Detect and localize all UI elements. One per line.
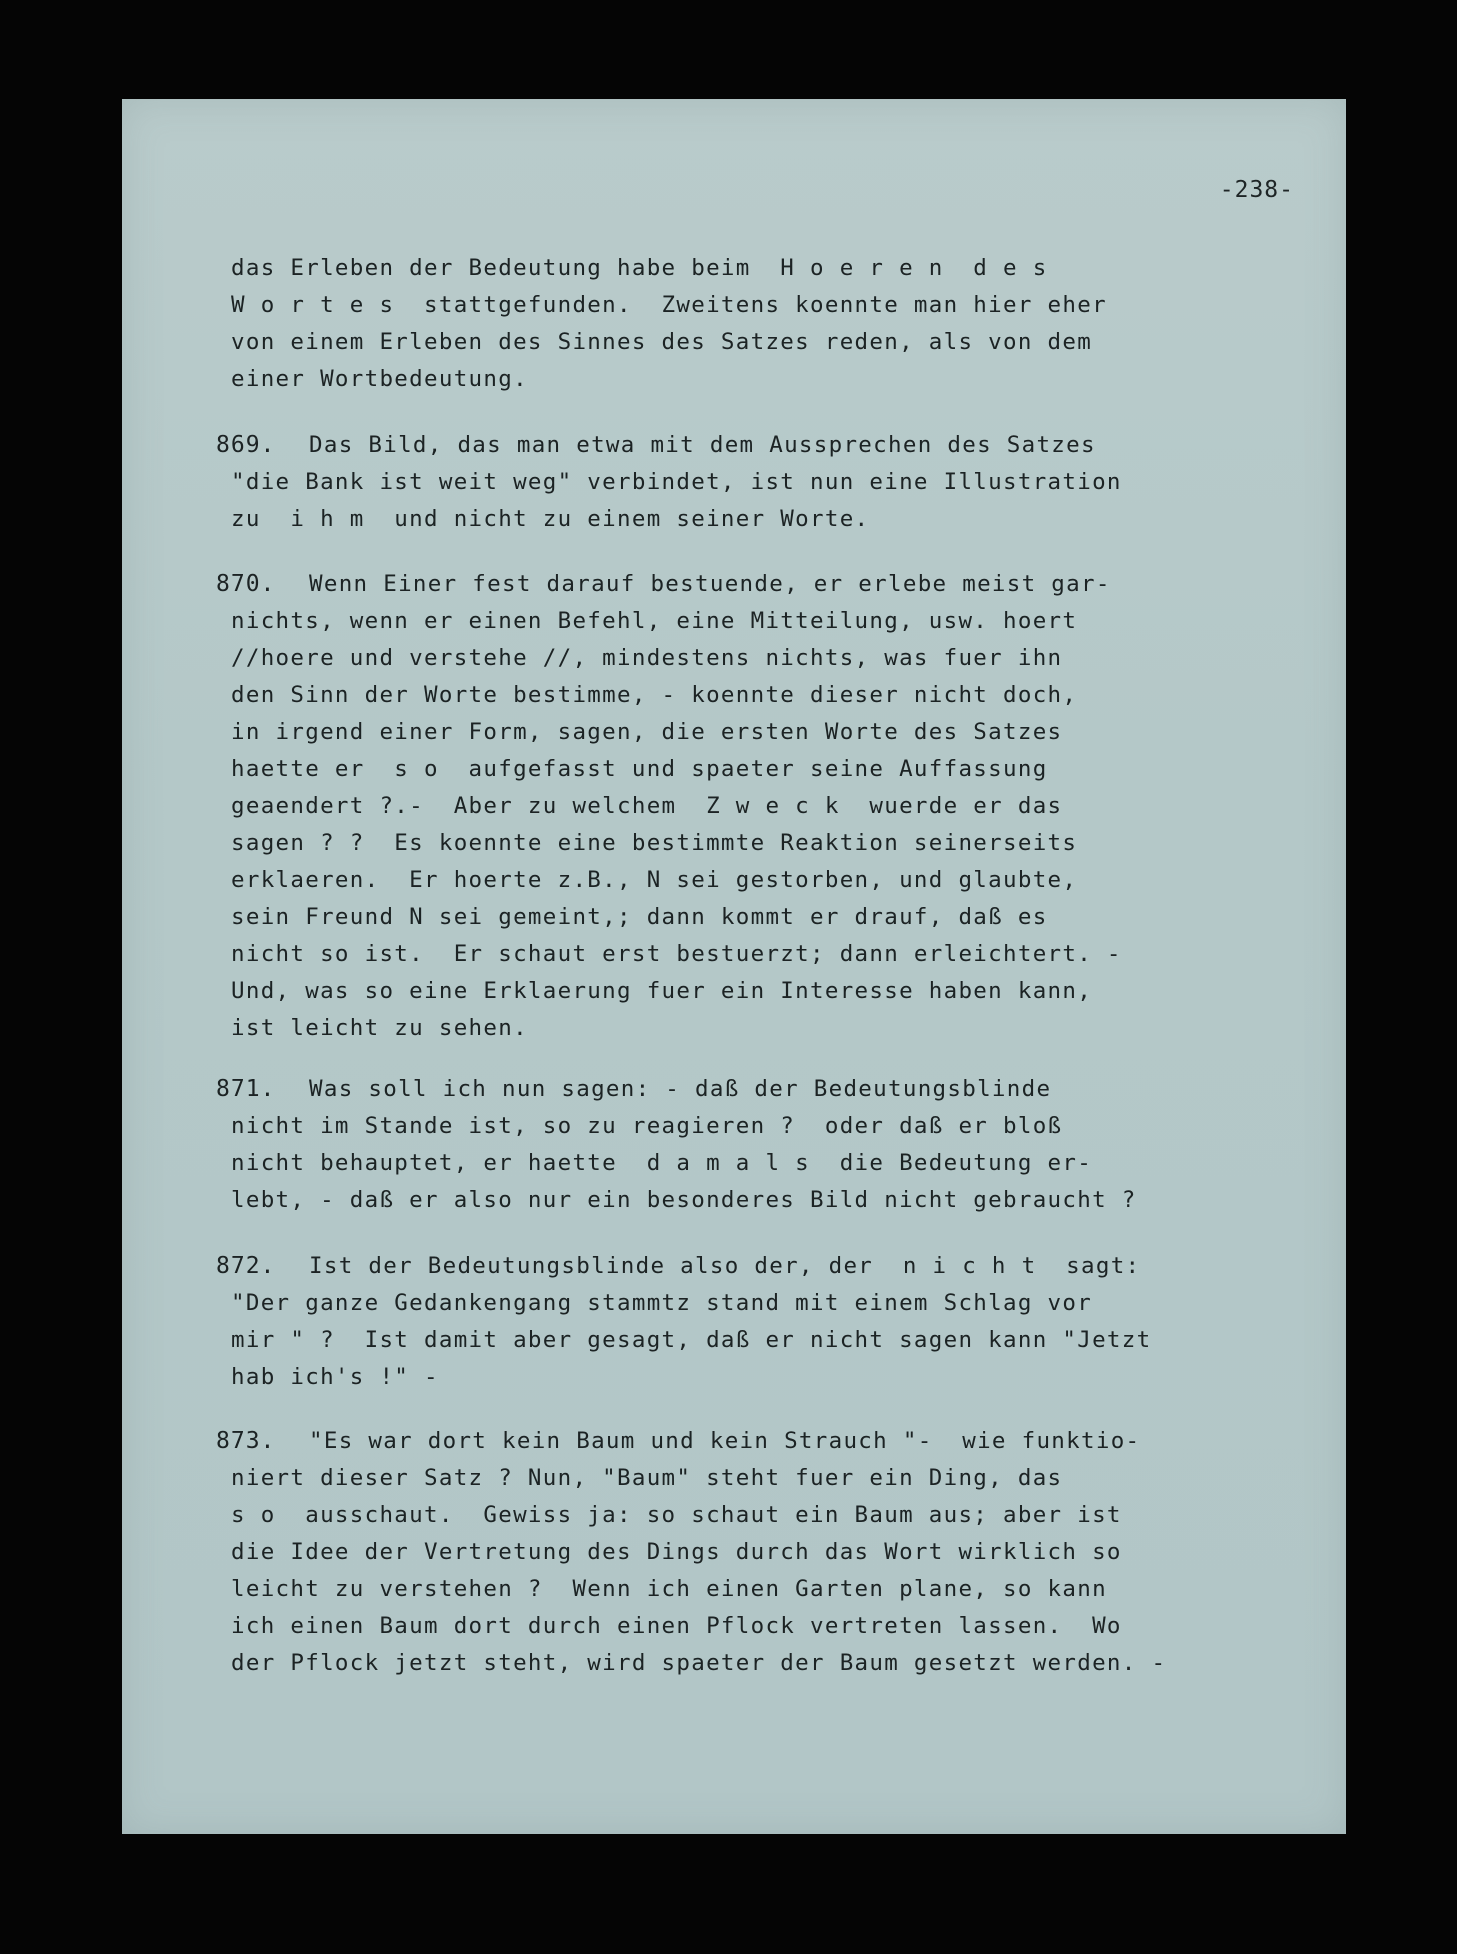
text-line: Was soll ich nun sagen: - daß der Bedeutungsblinde: [309, 1076, 1052, 1102]
text-line: "die Bank ist weit weg" verbindet, ist nun eine Illustration: [231, 469, 1122, 495]
text-line: sein Freund N sei gemeint,; dann kommt er drauf, daß es: [231, 904, 1048, 930]
text-line: geaendert ?.- Aber zu welchem Z w e c k wuerde er das: [231, 793, 1063, 819]
text-line: W o r t e s stattgefunden. Zweitens koennte man hier eher: [231, 292, 1107, 318]
text-line: in irgend einer Form, sagen, die ersten Worte des Satzes: [231, 719, 1063, 745]
text-line: "Der ganze Gedankengang stammtz stand mit einem Schlag vor: [231, 1290, 1093, 1316]
text-line: lebt, - daß er also nur ein besonderes Bild nicht gebraucht ?: [231, 1187, 1137, 1213]
text-line: nichts, wenn er einen Befehl, eine Mitteilung, usw. hoert: [231, 608, 1078, 634]
text-line: leicht zu verstehen ? Wenn ich einen Garten plane, so kann: [231, 1576, 1107, 1602]
text-line: sagen ? ? Es koennte eine bestimmte Reaktion seinerseits: [231, 830, 1078, 856]
text-line: einer Wortbedeutung.: [231, 366, 528, 392]
text-line: haette er s o aufgefasst und spaeter seine Auffassung: [231, 756, 1048, 782]
page-number: -238-: [1219, 177, 1294, 203]
text-line: hab ich's !" -: [231, 1364, 439, 1390]
remark-number: 873.: [216, 1428, 276, 1454]
text-line: erklaeren. Er hoerte z.B., N sei gestorben, und glaubte,: [231, 867, 1078, 893]
text-line: den Sinn der Worte bestimme, - koennte dieser nicht doch,: [231, 682, 1078, 708]
text-line: der Pflock jetzt steht, wird spaeter der Baum gesetzt werden. -: [231, 1650, 1167, 1676]
text-line: nicht so ist. Er schaut erst bestuerzt; dann erleichtert. -: [231, 941, 1122, 967]
text-line: s o ausschaut. Gewiss ja: so schaut ein Baum aus; aber ist: [231, 1502, 1122, 1528]
remark-number: 869.: [216, 432, 276, 458]
text-line: Das Bild, das man etwa mit dem Aussprechen des Satzes: [309, 432, 1096, 458]
text-line: "Es war dort kein Baum und kein Strauch "- wie funktio-: [309, 1428, 1141, 1454]
text-line: Wenn Einer fest darauf bestuende, er erlebe meist gar-: [309, 571, 1111, 597]
text-line: Und, was so eine Erklaerung fuer ein Interesse haben kann,: [231, 978, 1093, 1004]
text-line: //hoere und verstehe //, mindestens nichts, was fuer ihn: [231, 645, 1063, 671]
text-line: nicht behauptet, er haette d a m a l s die Bedeutung er-: [231, 1150, 1093, 1176]
text-line: ist leicht zu sehen.: [231, 1015, 528, 1041]
remark-number: 870.: [216, 571, 276, 597]
text-line: die Idee der Vertretung des Dings durch das Wort wirklich so: [231, 1539, 1122, 1565]
remark-number: 872.: [216, 1253, 276, 1279]
text-line: ich einen Baum dort durch einen Pflock vertreten lassen. Wo: [231, 1613, 1122, 1639]
text-line: Ist der Bedeutungsblinde also der, der n i c h t sagt:: [309, 1253, 1141, 1279]
text-line: zu i h m und nicht zu einem seiner Worte.: [231, 506, 870, 532]
text-line: das Erleben der Bedeutung habe beim H o e r e n d e s: [231, 255, 1048, 281]
text-line: nicht im Stande ist, so zu reagieren ? oder daß er bloß: [231, 1113, 1063, 1139]
text-line: mir " ? Ist damit aber gesagt, daß er nicht sagen kann "Jetzt: [231, 1327, 1152, 1353]
text-line: von einem Erleben des Sinnes des Satzes reden, als von dem: [231, 329, 1093, 355]
text-line: niert dieser Satz ? Nun, "Baum" steht fuer ein Ding, das: [231, 1465, 1063, 1491]
remark-number: 871.: [216, 1076, 276, 1102]
